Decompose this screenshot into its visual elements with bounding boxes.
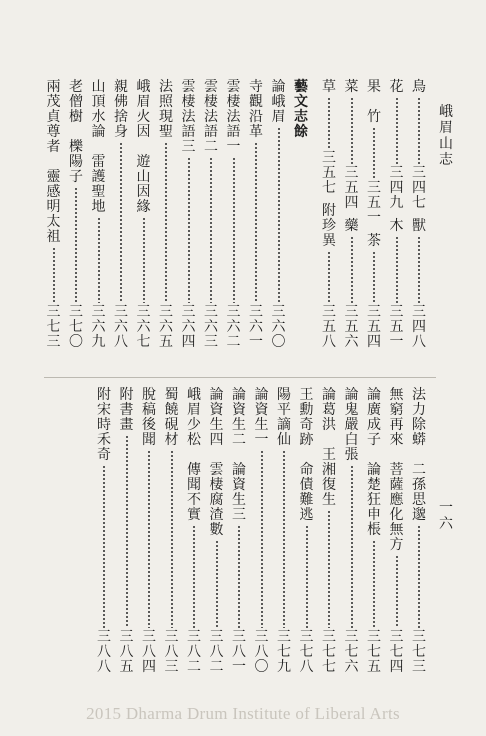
entry-label: 峨 眉 少 松 傳 聞 不 實 [187,387,201,523]
watermark: 2015 Dharma Drum Institute of Liberal Arts [86,704,400,723]
toc-top-entry [202,80,220,350]
entry-page-number: 三 六 四 [181,304,196,350]
leader-dots [351,97,353,164]
entry-label: 論 廣 成 子 論 楚 狂 申 棖 [367,387,381,538]
leader-dots [103,465,105,628]
toc-bottom-entry [388,388,406,675]
toc-top-entry [270,80,288,350]
entry-label-secondary: 藥 [344,218,359,234]
leader-dots [418,236,420,303]
entry-label: 附 宋 時 禾 奇 [97,387,111,463]
entry-page-number: 三 八 八 [97,629,111,675]
toc-bottom-entry [298,388,316,675]
entry-label: 果 竹 [367,79,381,125]
toc-top-entry [365,80,383,350]
running-head-page: 一 六 [439,500,453,532]
entry-page-number: 三 七 〇 [69,304,83,350]
leader-dots [98,217,100,303]
entry-label: 草 [322,79,336,95]
entry-label-secondary: 茶 [367,233,381,249]
entry-label: 花 [389,79,404,95]
entry-label: 論 葛 洪 王 湘 復 生 [322,387,336,508]
entry-page-number: 三 五 一 [367,180,381,226]
toc-top-entry [343,80,361,350]
entry-page-number: 三 八 五 [119,629,134,675]
leader-dots [396,236,398,303]
entry-page-number: 三 六 〇 [271,304,286,350]
leader-dots [255,142,257,303]
entry-label: 蜀 饒 硯 材 [164,387,179,448]
entry-page-number: 三 四 九 [389,165,404,211]
leader-dots [261,450,263,628]
entry-label: 老 僧 樹 櫟 陽 子 [69,79,83,185]
leader-dots [210,157,212,303]
leader-dots [396,97,398,164]
leader-dots [120,142,122,303]
toc-bottom-entry [410,388,428,675]
toc-bottom-entry [253,388,271,675]
entry-label: 王 勳 奇 跡 命 債 難 逃 [299,387,314,523]
leader-dots [418,97,420,164]
toc-bottom-section [90,388,428,675]
entry-page-number: 三 六 八 [114,304,128,350]
toc-bottom-entry [95,388,113,675]
entry-label: 雲 棲 法 語 二 [204,79,218,155]
entry-page-number: 三 六 三 [204,304,218,350]
entry-label: 鳥 [412,79,426,95]
entry-label-secondary: 木 [389,218,404,234]
entry-page-number-secondary: 三 五 四 [367,304,381,350]
section-divider [44,377,436,378]
toc-top-entry [45,80,63,350]
entry-page-number: 三 六 九 [91,304,106,350]
toc-top-section [40,80,428,350]
toc-top-entry [320,80,338,350]
entry-page-number: 三 七 四 [389,629,404,675]
entry-label: 論 資 生 一 [254,387,269,448]
toc-top-entry [247,80,265,350]
entry-page-number: 三 八 〇 [254,629,269,675]
entry-page-number-secondary: 三 五 一 [389,304,404,350]
leader-dots [75,187,77,303]
leader-dots [126,435,128,628]
entry-label: 法 力 除 蟒 二 孫 思 邈 [412,387,426,523]
leader-dots [233,157,235,303]
toc-top-entry [135,80,153,350]
leader-dots [193,525,195,628]
entry-page-number: 三 五 七 [322,150,336,196]
toc-bottom-entry [163,388,181,675]
entry-page-number: 三 七 三 [46,304,61,350]
entry-label: 無 窮 再 來 菩 薩 應 化 無 方 [389,387,404,553]
leader-dots [238,525,240,628]
entry-page-number: 三 六 一 [249,304,263,350]
toc-top-entry [157,80,175,350]
entry-label: 菜 [344,79,359,95]
entry-page-number: 三 八 二 [187,629,201,675]
leader-dots [165,142,167,303]
entry-page-number: 三 五 四 [344,165,359,211]
entry-label: 脫 稿 後 聞 [142,387,156,448]
leader-dots [171,450,173,628]
entry-page-number: 三 八 三 [164,629,179,675]
toc-bottom-entry [275,388,293,675]
entry-label: 藝 文 志 餘 [294,79,308,140]
toc-top-entry [112,80,130,350]
leader-dots [328,251,330,303]
entry-page-number: 三 七 九 [277,629,291,675]
toc-bottom-entry [185,388,203,675]
toc-bottom-entry [230,388,248,675]
leader-dots [351,465,353,628]
entry-page-number: 三 四 七 [412,165,426,211]
entry-page-number: 三 八 二 [209,629,224,675]
entry-label: 雲 棲 法 語 一 [226,79,241,155]
leader-dots [143,217,145,303]
leader-dots [328,97,330,149]
toc-top-entry [90,80,108,350]
toc-bottom-entry [343,388,361,675]
entry-label: 法 照 現 聖 [159,79,173,140]
leader-dots [306,525,308,628]
toc-top-entry [388,80,406,350]
toc-top-entry [410,80,428,350]
entry-label: 峨 眉 火 因 遊 山 因 緣 [136,79,151,215]
entry-page-number: 三 八 一 [232,629,246,675]
entry-label: 論 峨 眉 [271,79,286,125]
toc-top-entry [225,80,243,350]
leader-dots [373,127,375,179]
entry-page-number-secondary: 三 五 八 [322,304,336,350]
entry-label: 陽 平 謫 仙 [277,387,291,448]
leader-dots [328,510,330,628]
entry-label: 論 資 生 四 雲 棲 腐 渣 數 [209,387,224,538]
entry-page-number: 三 六 二 [226,304,241,350]
entry-label: 論 鬼 嚴 白 張 [344,387,359,463]
toc-top-entry [180,80,198,350]
toc-bottom-entry [365,388,383,675]
leader-dots [188,157,190,303]
toc-bottom-entry [208,388,226,675]
toc-bottom-entry [140,388,158,675]
entry-label: 山 頂 水 論 雷 護 聖 地 [91,79,106,215]
toc-top-entry [315,80,316,350]
entry-page-number: 三 八 四 [142,629,156,675]
entry-label: 寺 觀 沿 革 [249,79,263,140]
entry-page-number: 三 六 七 [136,304,151,350]
leader-dots [418,525,420,628]
toc-bottom-entry [320,388,338,675]
entry-label: 兩 茂 貞 尊 者 靈 感 明 太 祖 [46,79,61,245]
entry-label-secondary: 附 珍 異 [322,203,336,249]
toc-top-entry [67,80,85,350]
entry-label: 附 書 畫 [119,387,134,433]
entry-page-number: 三 七 五 [367,629,381,675]
entry-page-number-secondary: 三 五 六 [344,304,359,350]
entry-page-number: 三 六 五 [159,304,173,350]
leader-dots [216,540,218,628]
toc-bottom-entry [118,388,136,675]
leader-dots [278,127,280,303]
entry-label: 親 佛 捨 身 [114,79,128,140]
entry-page-number: 三 七 八 [299,629,314,675]
leader-dots [373,540,375,628]
toc-top-entry [292,80,310,350]
entry-label: 論 資 生 二 論 資 生 三 [232,387,246,523]
leader-dots [283,450,285,628]
entry-page-number-secondary: 三 四 八 [412,304,426,350]
entry-page-number: 三 七 三 [412,629,426,675]
running-head-title: 峨 眉 山 志 [439,104,453,168]
entry-label-secondary: 獸 [412,218,426,234]
leader-dots [148,450,150,628]
leader-dots [53,247,55,303]
leader-dots [396,555,398,628]
entry-page-number: 三 七 七 [322,629,336,675]
leader-dots [373,251,375,303]
leader-dots [351,236,353,303]
entry-page-number: 三 七 六 [344,629,359,675]
entry-label: 雲 棲 法 語 三 [181,79,196,155]
